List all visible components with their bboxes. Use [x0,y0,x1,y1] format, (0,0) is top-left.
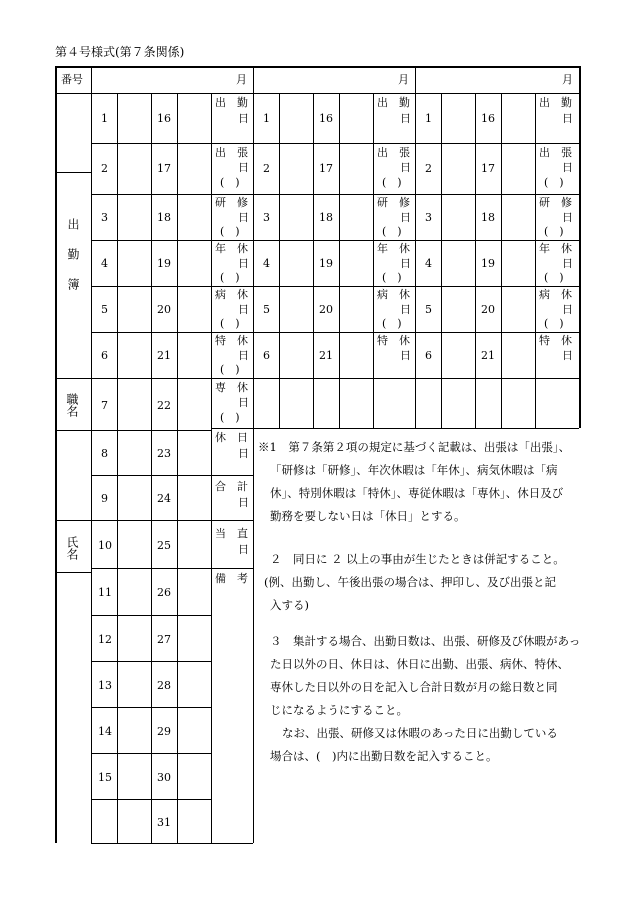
form-title: 第４号様式(第７条関係) [55,45,185,59]
dedicated-paren: ( ) [220,411,240,424]
special-label: 特 休 [215,334,248,347]
day-number: 4 [263,257,270,270]
special-label: 特 休 [377,334,410,347]
day-number: 17 [481,162,495,175]
trip-paren: ( ) [382,176,402,189]
day-number: 3 [101,211,108,224]
annual-label: 年 休 [215,242,248,255]
trip-unit: 日 [400,161,411,174]
day-number: 5 [263,303,270,316]
special-paren: ( ) [220,363,240,376]
annual-paren: ( ) [382,271,402,284]
day-number: 2 [425,162,432,175]
month-label-2: 月 [398,73,409,86]
attend-unit: 日 [238,112,249,125]
attend-label: 出 勤 [215,96,248,109]
sick-unit: 日 [400,303,411,316]
day-number: 14 [98,725,112,738]
holiday-unit: 日 [238,447,249,460]
note-1-line-1: ※1 第７条第２項の規定に基づく記載は、出張は「出張」、 [258,440,571,454]
annual-unit: 日 [562,257,573,270]
day-number: 12 [98,633,112,646]
trip-label: 出 張 [215,146,248,159]
day-number: 20 [319,303,333,316]
sick-paren: ( ) [220,317,240,330]
day-number: 1 [263,112,270,125]
annual-unit: 日 [238,257,249,270]
note-3-line-1: ３ 集計する場合、出勤日数は、出張、研修及び休暇があっ [270,634,581,648]
day-number: 1 [101,112,108,125]
sick-paren: ( ) [382,317,402,330]
day-number: 5 [101,303,108,316]
training-paren: ( ) [220,225,240,238]
sick-label: 病 休 [377,288,410,301]
day-number: 31 [157,816,171,829]
day-number: 20 [481,303,495,316]
day-number: 16 [481,112,495,125]
day-number: 5 [425,303,432,316]
day-number: 26 [157,586,171,599]
sick-unit: 日 [562,303,573,316]
remarks-label: 備 考 [215,572,248,585]
name-label: 氏名 [65,536,79,560]
training-unit: 日 [400,211,411,224]
attend-unit: 日 [400,112,411,125]
day-number: 3 [425,211,432,224]
note-3-line-2: た日以外の日、休日は、休日に出勤、出張、病休、特休、 [270,657,569,671]
trip-unit: 日 [238,161,249,174]
day-number: 17 [319,162,333,175]
attend-label: 出 勤 [377,96,410,109]
day-number: 21 [157,349,171,362]
attend-unit: 日 [562,112,573,125]
sick-paren: ( ) [544,317,564,330]
day-number: 7 [101,399,108,412]
day-number: 4 [101,257,108,270]
training-unit: 日 [238,211,249,224]
special-unit: 日 [400,349,411,362]
month-label-3: 月 [562,73,573,86]
day-number: 16 [157,112,171,125]
duty-label: 当 直 [215,527,248,540]
dedicated-unit: 日 [238,396,249,409]
training-label: 研 修 [377,196,410,209]
day-number: 16 [319,112,333,125]
sick-label: 病 休 [215,288,248,301]
day-number: 27 [157,633,171,646]
trip-label: 出 張 [539,146,572,159]
day-number: 6 [425,349,432,362]
annual-label: 年 休 [377,242,410,255]
trip-paren: ( ) [544,176,564,189]
day-number: 3 [263,211,270,224]
annual-paren: ( ) [220,271,240,284]
duty-unit: 日 [238,543,249,556]
sick-unit: 日 [238,303,249,316]
note-2-line-3: 入する) [270,598,309,612]
note-1-line-3: 休」、特別休暇は「特休」、専従休暇は「専休」、休日及び [270,486,564,500]
note-1-line-2: 「研修は「研修」、年次休暇は「年休」、病気休暇は「病 [270,463,558,477]
note-3-line-6: 場合は、( )内に出勤日数を記入すること。 [270,749,498,763]
annual-label: 年 休 [539,242,572,255]
total-label: 合 計 [215,480,248,493]
note-2-line-1: ２ 同日に ２ 以上の事由が生じたときは併記すること。 [270,552,565,566]
trip-unit: 日 [562,161,573,174]
day-number: 11 [98,586,112,599]
special-unit: 日 [238,349,249,362]
day-number: 22 [157,399,171,412]
day-number: 30 [157,771,171,784]
day-number: 25 [157,539,171,552]
annual-unit: 日 [400,257,411,270]
day-number: 19 [157,257,171,270]
number-label: 番号 [61,73,83,86]
training-unit: 日 [562,211,573,224]
note-3-line-4: じになるようにすること。 [270,703,408,717]
day-number: 19 [481,257,495,270]
day-number: 19 [319,257,333,270]
position-label: 職名 [65,393,79,417]
note-2-line-2: (例、出勤し、午後出張の場合は、押印し、及び出張と記 [264,575,556,589]
note-3-line-5: なお、出張、研修又は休暇のあった日に出勤している [282,726,558,740]
day-number: 8 [101,447,108,460]
day-number: 24 [157,492,171,505]
training-label: 研 修 [215,196,248,209]
day-number: 18 [157,211,171,224]
total-unit: 日 [238,496,249,509]
holiday-label: 休 日 [215,431,248,444]
month-label-1: 月 [236,73,247,86]
day-number: 20 [157,303,171,316]
training-paren: ( ) [544,225,564,238]
day-number: 6 [263,349,270,362]
day-number: 1 [425,112,432,125]
day-number: 10 [98,539,112,552]
training-label: 研 修 [539,196,572,209]
trip-label: 出 張 [377,146,410,159]
attendance-book-label: 出勤簿 [66,218,80,308]
day-number: 6 [101,349,108,362]
day-number: 18 [481,211,495,224]
day-number: 23 [157,447,171,460]
day-number: 17 [157,162,171,175]
day-number: 28 [157,679,171,692]
special-unit: 日 [562,349,573,362]
day-number: 21 [319,349,333,362]
attend-label: 出 勤 [539,96,572,109]
special-label: 特 休 [539,334,572,347]
day-number: 9 [101,492,108,505]
day-number: 15 [98,771,112,784]
day-number: 21 [481,349,495,362]
training-paren: ( ) [382,225,402,238]
day-number: 2 [263,162,270,175]
trip-paren: ( ) [220,176,240,189]
annual-paren: ( ) [544,271,564,284]
day-number: 2 [101,162,108,175]
day-number: 4 [425,257,432,270]
day-number: 18 [319,211,333,224]
note-1-line-4: 勤務を要しない日は「休日」とする。 [270,509,466,523]
sick-label: 病 休 [539,288,572,301]
note-3-line-3: 専休した日以外の日を記入し合計日数が月の総日数と同 [270,680,558,694]
dedicated-label: 専 休 [215,381,248,394]
day-number: 13 [98,679,112,692]
day-number: 29 [157,725,171,738]
